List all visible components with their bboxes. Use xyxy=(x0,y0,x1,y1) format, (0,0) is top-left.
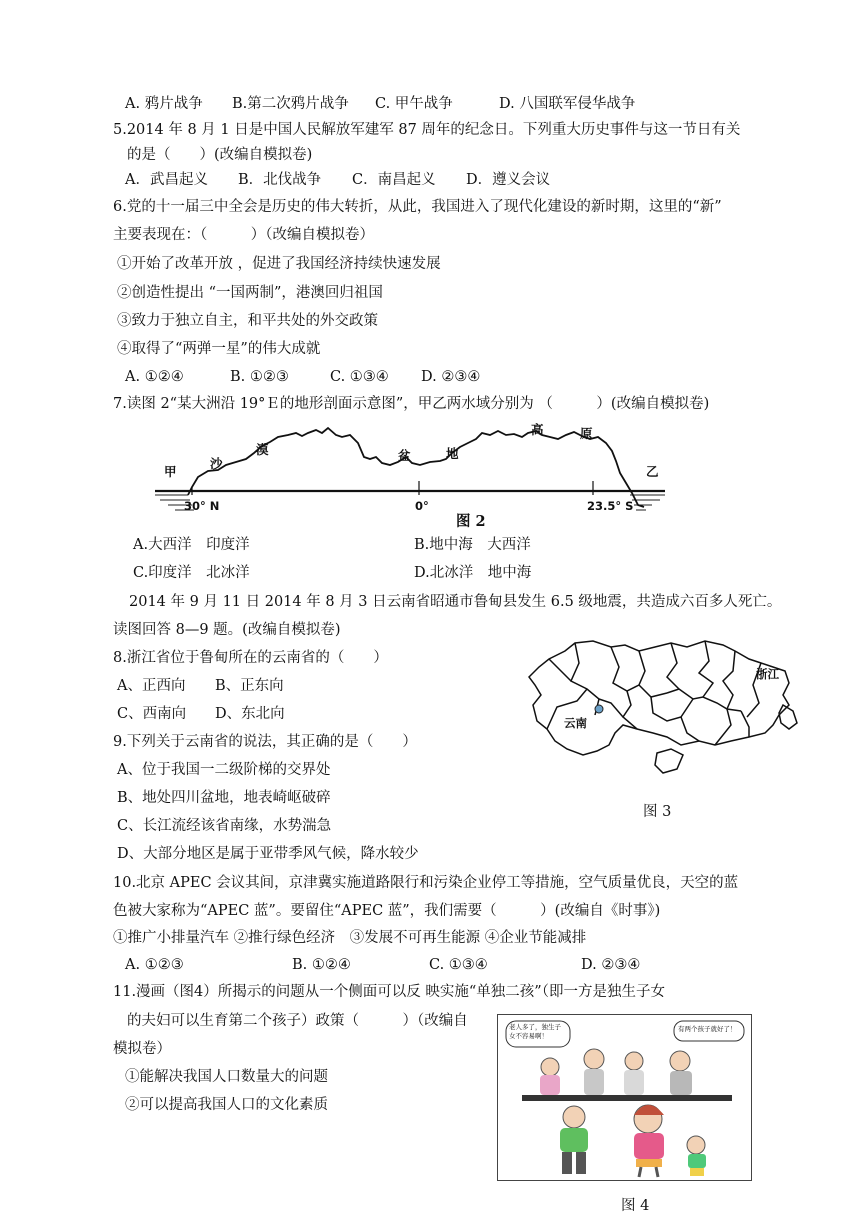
q5-option-c: C．南昌起义 xyxy=(352,172,436,188)
q10-option-d: D. ②③④ xyxy=(581,957,641,973)
q5-option-d: D．遵义会议 xyxy=(466,172,551,188)
q10-stem-line2: 色被大家称为“APEC 蓝”。要留住“APEC 蓝”，我们需要（ ）(改编自《时事》) xyxy=(113,903,661,919)
q8-option-b: B、正东向 xyxy=(215,678,284,694)
q9-stem: 9.下列关于云南省的说法，其正确的是（ ） xyxy=(113,734,417,750)
q6-statement-2: ②创造性提出 “一国两制”，港澳回归祖国 xyxy=(117,285,383,301)
cartoon-bubble-right: 有两个孩子就好了！ xyxy=(678,1025,737,1033)
q8-option-c: C、西南向 xyxy=(117,706,187,722)
q8-stem: 8.浙江省位于鲁甸所在的云南省的（ ） xyxy=(113,650,388,666)
map-label-yunnan: 云南 xyxy=(564,716,587,730)
label-pen: 盆 xyxy=(398,448,411,463)
q7-option-a: A.大西洋 印度洋 xyxy=(133,537,250,553)
label-yuan: 原 xyxy=(580,426,593,441)
q6-stem-line1: 6.党的十一届三中全会是历史的伟大转折，从此，我国进入了现代化建设的新时期，这里的“新” xyxy=(113,199,722,215)
q11-statement-2: ②可以提高我国人口的文化素质 xyxy=(125,1097,328,1113)
q5-option-a: A．武昌起义 xyxy=(125,172,208,188)
label-mo: 漠 xyxy=(256,442,269,457)
q7-option-d: D.北冰洋 地中海 xyxy=(414,565,532,581)
elders-group xyxy=(540,1049,692,1095)
label-sha: 沙 xyxy=(210,456,223,471)
figure-2-caption: 图 2 xyxy=(456,513,486,530)
q6-option-c: C. ①③④ xyxy=(330,369,389,385)
q4-option-b: B.第二次鸦片战争 xyxy=(232,96,349,112)
q8-option-a: A、正西向 xyxy=(117,678,186,694)
q10-option-b: B. ①②④ xyxy=(292,957,351,973)
figure-4-cartoon xyxy=(497,1014,752,1181)
q5-stem-line1: 5.2014 年 8 月 1 日是中国人民解放军建军 87 周年的纪念日。下列重大历史事件与这一节日有关 xyxy=(113,122,741,138)
label-di: 地 xyxy=(446,446,459,461)
map-label-zhejiang: 浙江 xyxy=(756,667,779,681)
q4-option-c: C. 甲午战争 xyxy=(375,96,453,112)
tick-label-23-5s: 23.5° S xyxy=(587,499,634,513)
china-provinces-map xyxy=(527,637,807,782)
q6-option-a: A. ①②④ xyxy=(125,369,184,385)
q9-option-a: A、位于我国一二级阶梯的交界处 xyxy=(117,762,331,778)
q5-stem-line2: 的是（ ）(改编自模拟卷) xyxy=(127,147,313,163)
parents-group xyxy=(560,1105,706,1177)
q11-statement-1: ①能解决我国人口数量大的问题 xyxy=(125,1069,328,1085)
q6-option-d: D. ②③④ xyxy=(421,369,481,385)
q10-stem-line1: 10.北京 APEC 会议其间，京津冀实施道路限行和污染企业停工等措施，空气质量优良，天空的蓝 xyxy=(113,875,739,891)
q10-option-a: A. ①②③ xyxy=(125,957,184,973)
q9-option-d: D、大部分地区是属于亚带季风气候，降水较少 xyxy=(117,846,419,862)
label-jia: 甲 xyxy=(164,464,177,479)
q5-option-b: B．北伐战争 xyxy=(238,172,322,188)
q8-option-d: D、东北向 xyxy=(215,706,285,722)
q6-statement-1: ①开始了改革开放 ，促进了我国经济持续快速发展 xyxy=(117,256,441,272)
q4-option-a: A. 鸦片战争 xyxy=(125,96,203,112)
tick-label-30n: 30° N xyxy=(184,499,220,513)
carrying-bar xyxy=(522,1095,732,1101)
q9-option-b: B、地处四川盆地，地表崎岖破碎 xyxy=(117,790,331,806)
q8-9-intro-line1: 2014 年 9 月 11 日 2014 年 8 月 3 日云南省昭通市鲁甸县发生 6.5 级地震，共造成六百多人死亡。 xyxy=(129,594,782,610)
figure-4-caption: 图 4 xyxy=(621,1198,650,1214)
q11-stem-line2: 的夫妇可以生育第二个孩子）政策（ ）（改编自 xyxy=(127,1013,468,1029)
q6-stem-line2: 主要表现在：（ ）（改编自模拟卷） xyxy=(113,227,374,243)
figure-3-map xyxy=(527,637,807,782)
terrain-line xyxy=(188,428,644,507)
right-water-hatch xyxy=(630,495,665,510)
figure-2-terrain-profile xyxy=(150,415,680,520)
q6-statement-3: ③致力于独立自主，和平共处的外交政策 xyxy=(117,313,378,329)
q11-stem-line3: 模拟卷） xyxy=(113,1041,171,1057)
q10-statements: ①推广小排量汽车 ②推行绿色经济 ③发展不可再生能源 ④企业节能减排 xyxy=(113,930,587,946)
q7-option-c: C.印度洋 北冰洋 xyxy=(133,565,250,581)
q8-9-intro-line2: 读图回答 8—9 题。(改编自模拟卷) xyxy=(113,622,341,638)
q4-option-d: D. 八国联军侵华战争 xyxy=(499,96,636,112)
cartoon-bubble-left: 老人多了，独生子女不容易啊！ xyxy=(509,1023,561,1040)
tick-label-0: 0° xyxy=(415,499,429,513)
q10-option-c: C. ①③④ xyxy=(429,957,488,973)
q9-option-c: C、长江流经该省南缘，水势湍急 xyxy=(117,818,332,834)
ludian-marker xyxy=(595,705,603,713)
label-yi: 乙 xyxy=(646,464,659,479)
q11-stem-line1: 11.漫画（图4）所揭示的问题从一个侧面可以反 映实施“单独二孩”（即一方是独生子女 xyxy=(113,984,665,1000)
q6-option-b: B. ①②③ xyxy=(230,369,289,385)
q6-statement-4: ④取得了“两弹一星”的伟大成就 xyxy=(117,341,321,357)
q7-option-b: B.地中海 大西洋 xyxy=(414,537,531,553)
figure-3-caption: 图 3 xyxy=(643,804,672,820)
q7-stem: 7.读图 2“某大洲沿 19°Ｅ的地形剖面示意图”，甲乙两水域分别为 （ ）(改编自模拟卷) xyxy=(113,396,710,412)
label-gao: 高 xyxy=(531,422,544,437)
